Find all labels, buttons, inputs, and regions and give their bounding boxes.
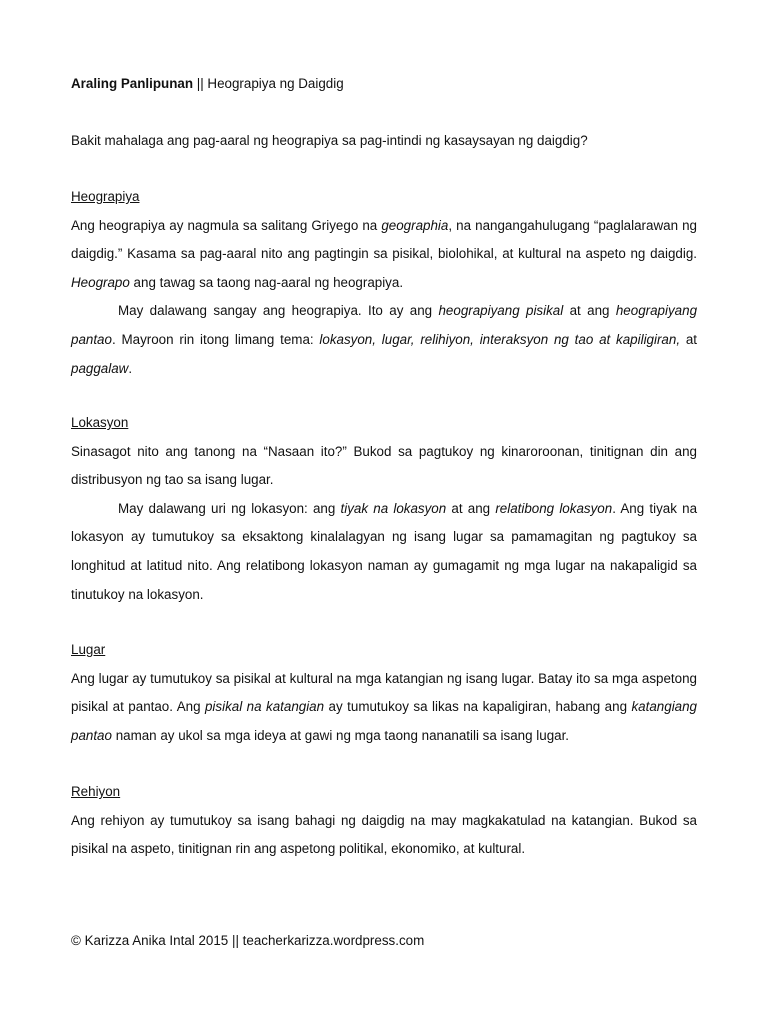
text-run: Ang lugar ay tumutukoy sa pisikal at kultural na mga katangian ng isang lugar. Batay ito sa mga aspetong pisikal at pantao. Ang — [71, 670, 697, 715]
text-run: May dalawang sangay ang heograpiya. Ito ay ang — [118, 303, 439, 319]
section-heading: Heograpiya — [71, 189, 140, 204]
section-heading: Lokasyon — [71, 415, 129, 430]
italic-term: lokasyon, lugar, relihiyon, interaksyon ng tao at kapiligiran, — [319, 331, 681, 347]
paragraph — [71, 297, 697, 383]
italic-term: paggalaw — [71, 360, 129, 376]
text-run: at — [680, 331, 698, 347]
italic-term: tiyak na lokasyon — [340, 500, 447, 516]
italic-term: pisikal na katangian — [204, 699, 325, 715]
topic-label: Heograpiya ng Daigdig — [207, 76, 344, 91]
text-run: ang tawag sa taong nag-aaral ng heograpiya. — [129, 274, 404, 290]
italic-term: heograpiyang pisikal — [438, 303, 564, 319]
italic-term: geographia — [381, 217, 449, 233]
text-run: at ang — [563, 303, 616, 319]
text-run: Ang heograpiya ay nagmula sa salitang Griyego na — [71, 217, 382, 233]
document-title — [71, 70, 344, 99]
section-heading: Rehiyon — [71, 784, 121, 799]
paragraph: Ang rehiyon ay tumutukoy sa isang bahagi ng daigdig na may magkakatulad na katangian. Bukod sa pisikal na aspeto, tinitignan rin ang aspetong politikal, ekonomiko, at kultural. — [71, 812, 697, 857]
paragraph — [71, 212, 697, 298]
section-lugar — [71, 636, 697, 750]
section-lokasyon — [71, 409, 697, 609]
guide-question: Bakit mahalaga ang pag-aaral ng heograpiya sa pag-intindi ng kasaysayan ng daigdig? — [71, 133, 588, 148]
italic-term: relatibong lokasyon — [495, 500, 613, 516]
text-run: naman ay ukol sa mga ideya at gawi ng mga taong nananatili sa isang lugar. — [111, 727, 570, 743]
subject-label: Araling Panlipunan — [71, 76, 194, 91]
italic-term: Heograpo — [71, 274, 130, 290]
title-separator: || — [193, 76, 208, 91]
copyright-footer: © Karizza Anika Intal 2015 || teacherkarizza.wordpress.com — [71, 933, 425, 948]
text-run: . Ang tiyak na lokasyon ay tumutukoy sa eksaktong kinalalagyan ng isang lugar sa pamamagitan ng pagtukoy sa longhitud at latitud nito. Ang relatibong lokasyon naman ay gumagamit ng mga lugar na nakapaligid sa tinutukoy na lokasyon. — [71, 500, 698, 602]
section-heograpiya — [71, 183, 697, 383]
text-run: May dalawang uri ng lokasyon: ang — [118, 500, 341, 516]
paragraph — [71, 665, 697, 751]
text-run: at ang — [446, 500, 496, 516]
text-run: , na nangangahulugang “paglalarawan ng daigdig.” Kasama sa pag-aaral nito ang pagtingin sa pisikal, biolohikal, at kultural na aspeto ng daigdig. — [71, 217, 697, 262]
italic-term: heograpiyang pantao — [71, 303, 698, 347]
italic-term: katangiang pantao — [71, 699, 698, 743]
text-run: . — [128, 360, 133, 376]
paragraph: Sinasagot nito ang tanong na “Nasaan ito?” Bukod sa pagtukoy ng kinaroroonan, tinitignan din ang distribusyon ng tao sa isang lugar. — [71, 443, 697, 488]
paragraph — [71, 495, 697, 609]
section-rehiyon — [71, 778, 697, 864]
section-heading: Lugar — [71, 642, 106, 657]
text-run: ay tumutukoy sa likas na kapaligiran, habang ang — [324, 699, 632, 715]
text-run: . Mayroon rin itong limang tema: — [111, 331, 320, 347]
